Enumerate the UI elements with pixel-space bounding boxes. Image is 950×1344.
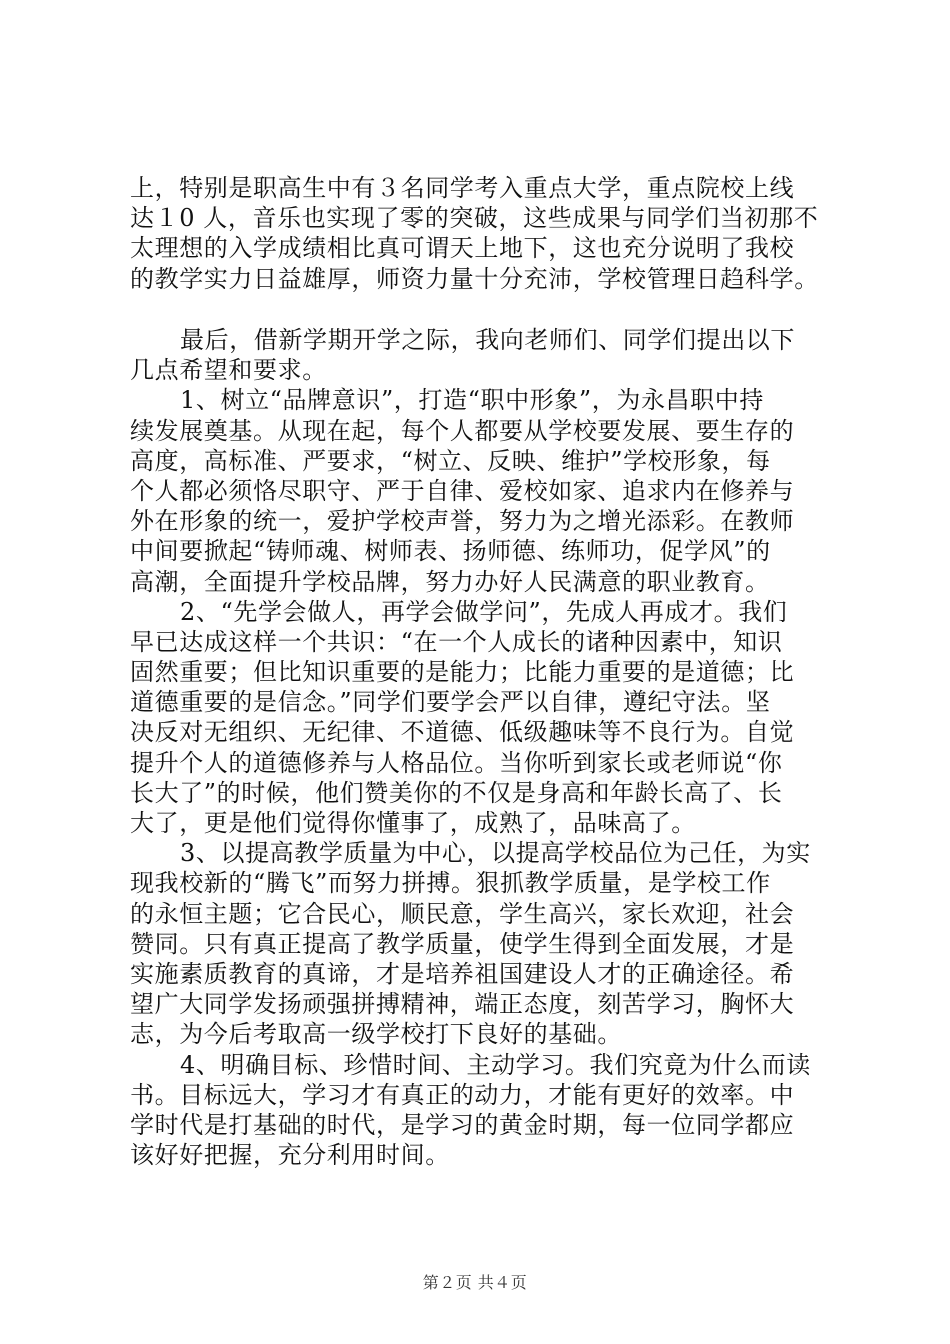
text-line: 1、树立“品牌意识”，打造“职中形象”，为永昌职中持 — [180, 386, 764, 415]
text-line: 长大了”的时候，他们赞美你的不仅是身高和年龄长高了、长 — [130, 778, 783, 807]
text-line: 续发展奠基。从现在起，每个人都要从学校要发展、要生存的 — [130, 416, 795, 445]
text-line: 的教学实力日益雄厚，师资力量十分充沛，学校管理日趋科学。 — [130, 264, 819, 293]
text-line: 赞同。只有真正提高了教学质量，使学生得到全面发展，才是 — [130, 929, 795, 958]
text-line: 书。目标远大，学习才有真正的动力，才能有更好的效率。中 — [130, 1080, 795, 1109]
text-line: 2、“先学会做人，再学会做学问”，先成人再成才。我们 — [180, 597, 788, 626]
text-line: 大了，更是他们觉得你懂事了，成熟了，品味高了。 — [130, 809, 696, 837]
text-line: 早已达成这样一个共识：“在一个人成长的诸种因素中，知识 — [130, 627, 783, 656]
text-line: 望广大同学发扬顽强拼搏精神，端正态度，刻苦学习，胸怀大 — [130, 990, 795, 1019]
text-line: 的永恒主题；它合民心，顺民意，学生高兴，家长欢迎，社会 — [130, 899, 795, 928]
text-line: 志，为今后考取高一级学校打下良好的基础。 — [130, 1020, 622, 1049]
text-line: 道德重要的是信念。”同学们要学会严以自律，遵纪守法。坚 — [130, 688, 771, 717]
text-line: 3、以提高教学质量为中心，以提高学校品位为己任，为实 — [180, 839, 811, 868]
paragraph-achievements — [130, 173, 830, 294]
page-footer: 第２页 共４页 — [422, 1273, 528, 1292]
text-line: 实施素质教育的真谛，才是培养祖国建设人才的正确途径。希 — [130, 959, 795, 988]
text-line: 上，特别是职高生中有３名同学考入重点大学，重点院校上线 — [130, 174, 795, 202]
text-line: 固然重要；但比知识重要的是能力；比能力重要的是道德；比 — [130, 658, 795, 687]
text-line: 提升个人的道德修养与人格品位。当你听到家长或老师说“你 — [130, 748, 783, 777]
text-line: 高潮，全面提升学校品牌，努力办好人民满意的职业教育。 — [130, 567, 770, 596]
text-line: 外在形象的统一，爱护学校声誉，努力为之增光添彩。在教师 — [130, 507, 795, 536]
text-line: 4、明确目标、珍惜时间、主动学习。我们究竟为什么而读 — [180, 1050, 811, 1079]
paragraph-requirements — [130, 325, 830, 1170]
text-line: 中间要掀起“铸师魂、树师表、扬师德、练师功，促学风”的 — [130, 537, 771, 566]
text-line: 太理想的入学成绩相比真可谓天上地下，这也充分说明了我校 — [130, 234, 795, 263]
text-line: 该好好把握，充分利用时间。 — [130, 1141, 450, 1170]
text-line: 几点希望和要求。 — [130, 356, 327, 385]
text-line: 个人都必须恪尽职守、严于自律、爱校如家、追求内在修养与 — [130, 476, 795, 505]
text-line: 现我校新的“腾飞”而努力拼搏。狠抓教学质量，是学校工作 — [130, 869, 771, 898]
text-line: 达１0 人，音乐也实现了零的突破，这些成果与同学们当初那不 — [130, 204, 819, 233]
text-line: 学时代是打基础的时代，是学习的黄金时期，每一位同学都应 — [130, 1110, 795, 1139]
text-line: 高度，高标准、严要求，“树立、反映、维护”学校形象，每 — [130, 446, 771, 475]
text-line: 决反对无组织、无纪律、不道德、低级趣味等不良行为。自觉 — [130, 718, 795, 747]
text-line: 最后，借新学期开学之际，我向老师们、同学们提出以下 — [180, 326, 795, 354]
